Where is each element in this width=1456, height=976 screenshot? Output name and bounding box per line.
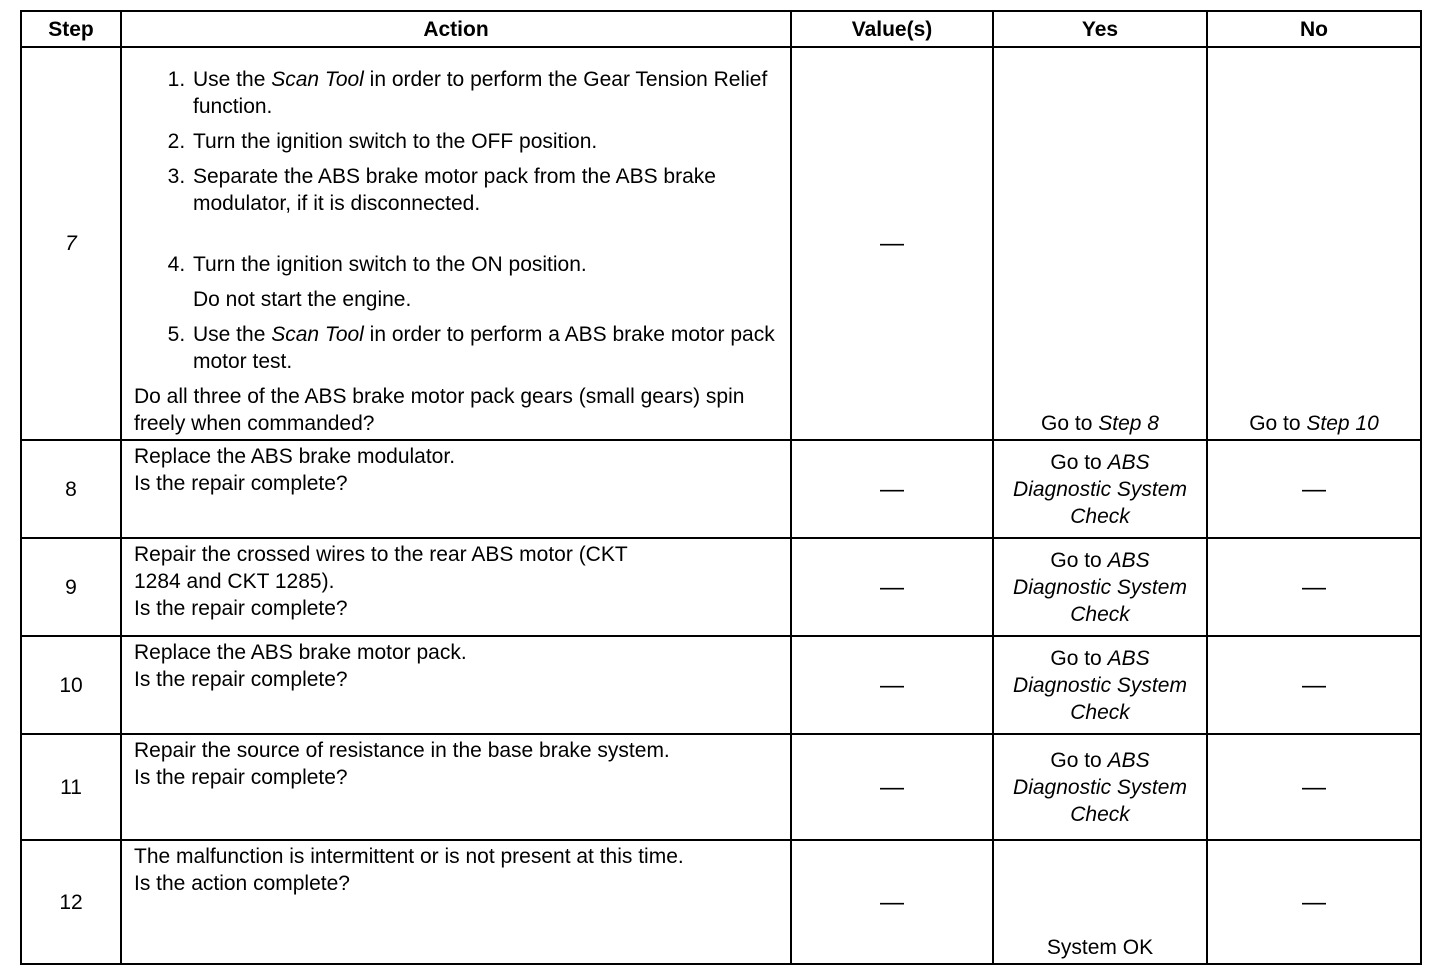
procedure-item-3: 3. Separate the ABS brake motor pack from the ABS brake modulator, if it is disconnected.	[191, 163, 780, 217]
yes-cell: Go to Step 8	[993, 47, 1207, 440]
action-cell	[121, 538, 791, 636]
action-cell	[121, 440, 791, 538]
goto-link-system-check[interactable]: ABS Diagnostic System Check	[1013, 748, 1187, 826]
action-cell	[121, 840, 791, 964]
step-number: 8	[21, 440, 121, 538]
table-row-step-9	[21, 538, 1421, 636]
action-text: The malfunction is intermittent or is not present at this time.	[134, 845, 684, 868]
yes-cell: Go to ABS Diagnostic System Check	[993, 538, 1207, 636]
value-dash: —	[791, 636, 993, 734]
yes-cell: Go to ABS Diagnostic System Check	[993, 636, 1207, 734]
header-yes: Yes	[993, 11, 1207, 47]
scan-tool-term: Scan Tool	[271, 68, 364, 91]
no-dash: —	[1207, 636, 1421, 734]
step-number: 12	[21, 840, 121, 964]
goto-link-system-check[interactable]: ABS Diagnostic System Check	[1013, 646, 1187, 724]
action-question: Is the repair complete?	[134, 766, 348, 789]
system-ok-text: System OK	[1046, 936, 1154, 959]
action-text: Replace the ABS brake modulator.	[134, 445, 456, 468]
step-number: 10	[21, 636, 121, 734]
table-row-step-12	[21, 840, 1421, 964]
header-action: Action	[121, 11, 791, 47]
goto-link-step-8[interactable]: Step 8	[1098, 412, 1159, 435]
header-row	[21, 11, 1421, 47]
yes-cell	[993, 840, 1207, 964]
yes-cell: Go to ABS Diagnostic System Check	[993, 440, 1207, 538]
value-dash: —	[791, 538, 993, 636]
value-dash: —	[791, 47, 993, 440]
table-row-step-7	[21, 47, 1421, 440]
action-text: Replace the ABS brake motor pack.	[134, 641, 467, 664]
no-cell: Go to Step 10	[1207, 47, 1421, 440]
table-row-step-11	[21, 734, 1421, 840]
step-number: 7	[21, 47, 121, 440]
header-values: Value(s)	[791, 11, 993, 47]
goto-link-system-check[interactable]: ABS Diagnostic System Check	[1013, 548, 1187, 626]
procedure-item-1: 1. Use the Scan Tool in order to perform the Gear Tension Relief function.	[191, 66, 780, 120]
value-dash: —	[791, 840, 993, 964]
header-step: Step	[21, 11, 121, 47]
table-row-step-10	[21, 636, 1421, 734]
action-question: Is the repair complete?	[134, 472, 348, 495]
header-no: No	[1207, 11, 1421, 47]
action-question: Is the repair complete?	[134, 597, 348, 620]
step-number: 9	[21, 538, 121, 636]
action-question: Is the repair complete?	[134, 668, 348, 691]
no-dash: —	[1207, 440, 1421, 538]
step-number: 11	[21, 734, 121, 840]
goto-link-step-10[interactable]: Step 10	[1306, 412, 1379, 435]
action-cell	[121, 734, 791, 840]
procedure-list	[134, 66, 780, 383]
no-dash: —	[1207, 538, 1421, 636]
value-dash: —	[791, 734, 993, 840]
action-cell	[121, 47, 791, 440]
procedure-note: Do not start the engine.	[193, 288, 412, 311]
procedure-item-4: 4. Turn the ignition switch to the ON position. Do not start the engine.	[191, 251, 780, 313]
table-row-step-8	[21, 440, 1421, 538]
no-dash: —	[1207, 840, 1421, 964]
procedure-item-2: 2. Turn the ignition switch to the OFF position.	[191, 128, 780, 155]
action-question: Do all three of the ABS brake motor pack gears (small gears) spin freely when commanded?	[134, 385, 745, 435]
goto-link-system-check[interactable]: ABS Diagnostic System Check	[1013, 450, 1187, 528]
procedure-item-5: 5. Use the Scan Tool in order to perform a ABS brake motor pack motor test.	[191, 321, 780, 375]
action-text: Repair the source of resistance in the base brake system.	[134, 739, 670, 762]
diagnostic-table	[20, 10, 1422, 965]
value-dash: —	[791, 440, 993, 538]
no-dash: —	[1207, 734, 1421, 840]
action-question: Is the action complete?	[134, 872, 350, 895]
action-text: Repair the crossed wires to the rear ABS motor (CKT 1284 and CKT 1285).	[134, 543, 628, 593]
yes-cell: Go to ABS Diagnostic System Check	[993, 734, 1207, 840]
scan-tool-term: Scan Tool	[271, 323, 364, 346]
action-cell	[121, 636, 791, 734]
